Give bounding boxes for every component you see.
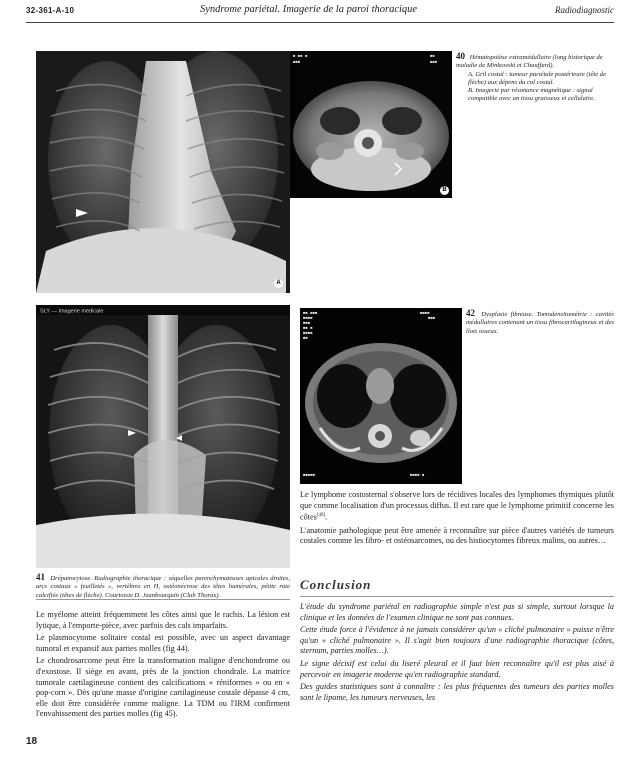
svg-text:■■ ■: ■■ ■ (303, 327, 313, 331)
section-name: Radiodiagnostic (555, 5, 614, 15)
figure-41-number: 41 (36, 572, 45, 582)
running-title: Syndrome pariétal. Imagerie de la paroi thoracique (200, 4, 418, 15)
lymphome-text: Le lymphome costosternal s'observe lors de récidives locales des lymphomes thymiques plutôt que comme localisation d'un processus diffus. Il est rare que le lymphome primitif concerne les côtes (300, 490, 614, 522)
svg-text:■■: ■■ (303, 337, 308, 341)
conclusion-p4: Des guides statistiques sont à connaître : les plus fréquentes des tumeurs des parties molles sont le lipome, les tumeurs nerveuses, les (300, 682, 614, 702)
svg-text:■■■■: ■■■■ (420, 312, 430, 316)
figure-40a-chest-xray (36, 51, 290, 293)
figure-42-number: 42 (466, 308, 475, 318)
conclusion-p3: Le signe décisif est celui du liseré pleural et il faut bien reconnaître qu'il est plus aisé à percevoir en imagerie moderne qu'en radiographie standard. (300, 658, 614, 679)
svg-text:■■■: ■■■ (430, 61, 438, 65)
conclusion-heading: Conclusion (300, 577, 372, 592)
header-rule (26, 22, 614, 23)
left-column-text (36, 610, 290, 722)
right-column-text (300, 490, 614, 549)
figure-42-caption-text: Dysplasie fibreuse. Tomodensitométrie : cavités médullaires contenant un tissu fibrocartilagineux et des îlots osseux. (466, 311, 614, 335)
figure-41-chest-xray (36, 305, 290, 568)
svg-text:■■■■ ■: ■■■■ ■ (410, 474, 425, 478)
svg-text:■■ ■■■: ■■ ■■■ (303, 312, 318, 316)
svg-text:■■■: ■■■ (293, 61, 301, 65)
figure-40-caption-b: B. Imagerie par résonance magnétique : signal compatible avec un tissu graisseux et cellulaire. (468, 87, 595, 103)
svg-text:■ ■■ ■: ■ ■■ ■ (293, 55, 308, 59)
conclusion-p2: Cette étude force à l'évidence à ne jamais considérer qu'un « cliché pulmonaire » puisse n'être qu'un « cliché pulmonaire ». Il s'agit bien toujours d'une radiographie thoracique (côtes, sternum, parties molles…). (300, 625, 614, 656)
figure-40-caption (456, 52, 614, 104)
figure-41-caption-text: Drépanocytose. Radiographie thoracique : séquelles parenchymateuses apicales droites, arcs costaux « feuilletés », vertèbres en H, ostéonécrose des têtes humérales, pétite rate calcifiée (têtes de flèche). (36, 575, 290, 599)
film-label: SLY — Imagerie medicale (40, 308, 104, 315)
conclusion-text (300, 602, 614, 705)
svg-text:■■■■: ■■■■ (303, 317, 313, 321)
reference-49: [49] (316, 513, 326, 519)
figure-label-b: B (440, 186, 449, 195)
svg-text:■■■: ■■■ (428, 317, 436, 321)
figure-42-caption (466, 309, 614, 336)
figure-42-ct-scan (300, 308, 462, 484)
figure-41-caption (36, 573, 290, 600)
figure-41-caption-rule (36, 599, 290, 600)
figure-40-caption-main: Hématopoïèse extramédullaire (long historique de maladie de Minkowski et Chauffard). (456, 54, 603, 70)
conclusion-p1: L'étude du syndrome pariétal en radiographie simple n'est pas si simple, surtout lorsque la clinique et les données de l'examen clinique ne sont pas connues. (300, 602, 614, 622)
lymphome-period: . (325, 512, 328, 522)
svg-text:■■■: ■■■ (303, 322, 311, 326)
svg-text:■■■■■: ■■■■■ (303, 474, 316, 478)
running-header (0, 0, 638, 26)
paragraph-myelome: Le myélome atteint fréquemment les côtes ainsi que le rachis. La lésion est lytique, à l'emporte-pièce, avec parfois des cals imparfaits. (36, 610, 290, 630)
figure-40b-mri (290, 51, 452, 198)
conclusion-rule (300, 596, 614, 597)
figure-41-credit: Courtoisie D. Jeanbourquin (Club Thorax). (105, 591, 221, 599)
svg-text:■■: ■■ (430, 55, 435, 59)
paragraph-chondrosarcome: Le chondrosarcome peut être la transformation maligne d'enchondrome ou d'exostose. Il siège en avant, près de la jonction chondrale. La matrice tumorale cartilagineuse contient des calcifications « réniformes » ou en « pop-corn ». Dès qu'une masse d'origine cartilagineuse costale dépasse 4 cm, elle doit être considérée comme maligne. La TDM ou l'IRM confirment l'envahissement des parties molles (fig 45). (36, 656, 290, 719)
paragraph-anatomie: L'anatomie pathologique peut être amenée à reconnaître sur pièce d'autres variétés de tumeurs costales comme les fibro- et ostéosarcomes, ou des histiocytomes fibreux malins, ou autres… (300, 525, 614, 546)
figure-label-a: A (274, 279, 283, 288)
svg-text:■■■■: ■■■■ (303, 332, 313, 336)
paragraph-plasmocytome: Le plasmocytome solitaire costal est possible, avec un aspect davantage tumoral et expansif aux parties molles (fig 44). (36, 633, 290, 653)
paragraph-lymphome (300, 490, 614, 524)
figure-40-caption-a: A. Gril costal : tumeur pariétale postérieure (tête de flèche) aux dépens du col costal. (468, 70, 607, 86)
page-number: 18 (26, 736, 38, 747)
figure-40-number: 40 (456, 51, 465, 61)
article-code: 32-361-A-10 (26, 6, 75, 15)
